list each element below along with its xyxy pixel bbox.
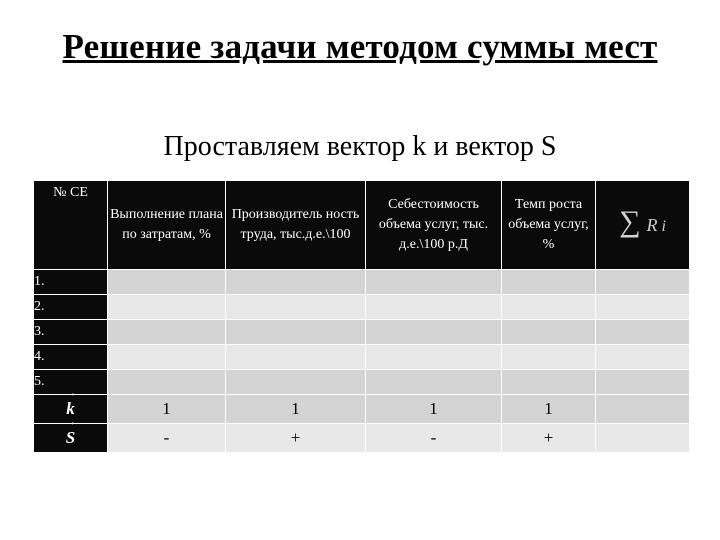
header-number-ce: № СЕ: [34, 181, 108, 270]
vector-arrow-icon: →: [66, 388, 77, 399]
vector-k-value: 1: [366, 395, 502, 424]
table-cell[interactable]: [108, 370, 226, 395]
table-cell[interactable]: [596, 270, 690, 295]
vector-s-value: -: [108, 424, 226, 453]
table-cell[interactable]: [366, 320, 502, 345]
table-header-row: [34, 181, 690, 270]
vector-s-row: [34, 424, 690, 453]
vector-k-sum-cell[interactable]: [596, 395, 690, 424]
vector-k-value: 1: [502, 395, 596, 424]
sum-variable: R: [646, 215, 658, 235]
header-productivity: Производитель ность труда, тыс.д.е.\100: [226, 181, 366, 270]
table-cell[interactable]: [226, 320, 366, 345]
sum-symbol: ∑ R i: [619, 205, 666, 238]
table-cell[interactable]: [596, 370, 690, 395]
vector-s-sum-cell[interactable]: [596, 424, 690, 453]
header-sum-ranks: [596, 181, 690, 270]
table-cell[interactable]: [502, 320, 596, 345]
table-row: [34, 345, 690, 370]
row-label: 5.: [34, 370, 108, 395]
table-cell[interactable]: [596, 295, 690, 320]
vector-k-value: 1: [108, 395, 226, 424]
sum-index: i: [661, 218, 666, 235]
table-cell[interactable]: [502, 270, 596, 295]
table-row: [34, 320, 690, 345]
table-cell[interactable]: [596, 320, 690, 345]
row-label: 1.: [34, 270, 108, 295]
row-label: 4.: [34, 345, 108, 370]
table-cell[interactable]: [366, 345, 502, 370]
header-growth-rate: Темп роста объема услуг, %: [502, 181, 596, 270]
slide-title: Решение задачи методом суммы мест: [62, 27, 658, 66]
table-cell[interactable]: [226, 345, 366, 370]
vector-s-label: → S: [34, 424, 108, 453]
row-label: 2.: [34, 295, 108, 320]
vector-k-label: → k: [34, 395, 108, 424]
table-row: [34, 295, 690, 320]
vector-s-value: +: [226, 424, 366, 453]
table-cell[interactable]: [366, 270, 502, 295]
table-cell[interactable]: [108, 320, 226, 345]
table-cell[interactable]: [502, 295, 596, 320]
vector-k-value: 1: [226, 395, 366, 424]
ranking-table: [33, 180, 690, 453]
table-cell[interactable]: [226, 370, 366, 395]
vector-k-row: [34, 395, 690, 424]
vector-s-value: -: [366, 424, 502, 453]
table-cell[interactable]: [108, 295, 226, 320]
table-cell[interactable]: [108, 345, 226, 370]
vector-arrow-icon: →: [65, 417, 76, 428]
table-cell[interactable]: [226, 270, 366, 295]
table-cell[interactable]: [596, 345, 690, 370]
table-cell[interactable]: [502, 370, 596, 395]
table-cell[interactable]: [366, 295, 502, 320]
table-cell[interactable]: [502, 345, 596, 370]
row-label: 3.: [34, 320, 108, 345]
vector-s-value: +: [502, 424, 596, 453]
slide-subtitle: Проставляем вектор k и вектор S: [163, 131, 557, 162]
table-cell[interactable]: [108, 270, 226, 295]
table-cell[interactable]: [366, 370, 502, 395]
header-plan-costs: Выполнение плана по затратам, %: [108, 181, 226, 270]
table-row: [34, 370, 690, 395]
header-cost-of-services: Себестоимость объема услуг, тыс. д.е.\100 р.Д: [366, 181, 502, 270]
table-cell[interactable]: [226, 295, 366, 320]
table-row: [34, 270, 690, 295]
